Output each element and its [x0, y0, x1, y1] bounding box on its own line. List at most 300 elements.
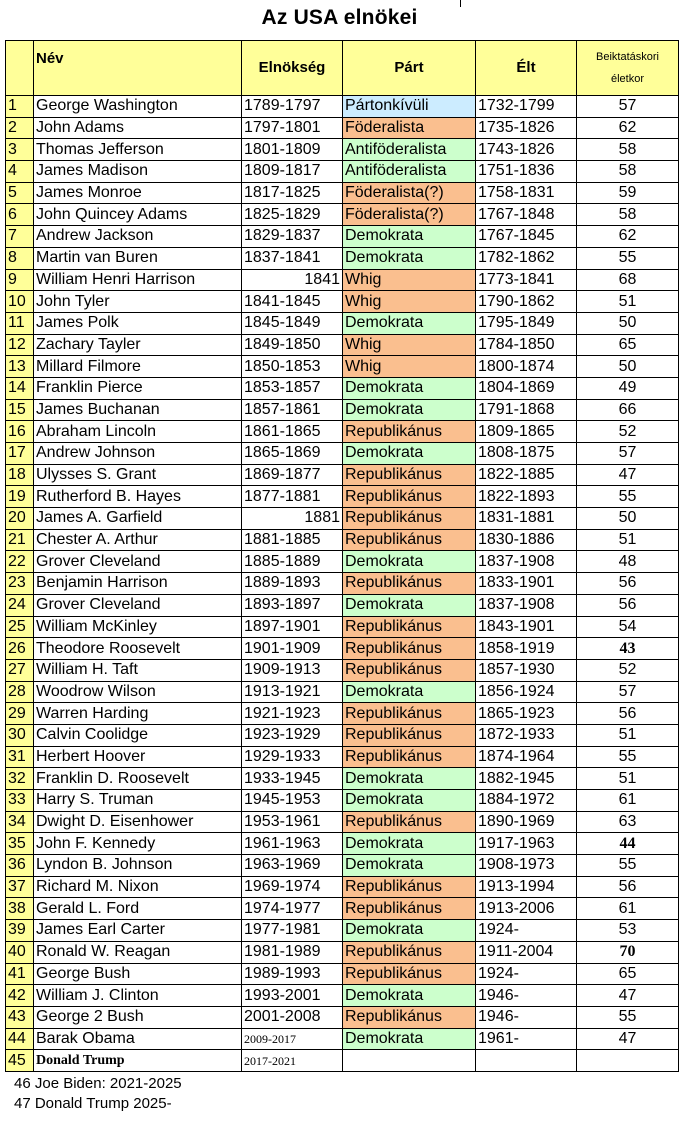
lifespan: 1924-	[476, 963, 577, 985]
inauguration-age: 51	[577, 291, 679, 313]
row-number: 45	[6, 1050, 34, 1072]
row-number: 22	[6, 551, 34, 573]
row-number: 33	[6, 790, 34, 812]
party: Whig	[343, 356, 476, 378]
inauguration-age: 48	[577, 551, 679, 573]
term-years: 1841-1845	[242, 291, 343, 313]
table-row	[6, 161, 679, 183]
inauguration-age: 47	[577, 464, 679, 486]
party: Demokrata	[343, 833, 476, 855]
lifespan: 1856-1924	[476, 681, 577, 703]
row-number: 29	[6, 703, 34, 725]
party: Republikánus	[343, 486, 476, 508]
term-years: 1817-1825	[242, 182, 343, 204]
inauguration-age: 47	[577, 985, 679, 1007]
lifespan: 1908-1973	[476, 855, 577, 877]
term-years: 1933-1945	[242, 768, 343, 790]
row-number: 40	[6, 941, 34, 963]
party: Republikánus	[343, 703, 476, 725]
inauguration-age: 56	[577, 573, 679, 595]
row-number: 39	[6, 920, 34, 942]
inauguration-age: 61	[577, 898, 679, 920]
row-number: 32	[6, 768, 34, 790]
term-years: 2017-2021	[242, 1050, 343, 1072]
table-row	[6, 1028, 679, 1050]
president-name: Warren Harding	[34, 703, 242, 725]
row-number: 6	[6, 204, 34, 226]
table-row	[6, 486, 679, 508]
lifespan: 1872-1933	[476, 724, 577, 746]
row-number: 18	[6, 464, 34, 486]
lifespan: 1804-1869	[476, 377, 577, 399]
party: Föderalista(?)	[343, 204, 476, 226]
table-row	[6, 876, 679, 898]
president-name: James Madison	[34, 161, 242, 183]
inauguration-age: 58	[577, 139, 679, 161]
inauguration-age: 58	[577, 204, 679, 226]
party: Republikánus	[343, 573, 476, 595]
row-number: 7	[6, 226, 34, 248]
president-name: Chester A. Arthur	[34, 529, 242, 551]
inauguration-age: 61	[577, 790, 679, 812]
term-years: 1963-1969	[242, 855, 343, 877]
term-years: 1921-1923	[242, 703, 343, 725]
lifespan: 1917-1963	[476, 833, 577, 855]
inauguration-age: 56	[577, 876, 679, 898]
row-number: 21	[6, 529, 34, 551]
party: Pártonkívüli	[343, 96, 476, 118]
party: Demokrata	[343, 681, 476, 703]
inauguration-age: 56	[577, 594, 679, 616]
inauguration-age: 54	[577, 616, 679, 638]
table-row	[6, 312, 679, 334]
lifespan: 1890-1969	[476, 811, 577, 833]
table-row	[6, 117, 679, 139]
party: Demokrata	[343, 312, 476, 334]
lifespan: 1735-1826	[476, 117, 577, 139]
inauguration-age: 44	[577, 833, 679, 855]
term-years: 1969-1974	[242, 876, 343, 898]
table-row	[6, 724, 679, 746]
party: Republikánus	[343, 508, 476, 530]
row-number: 34	[6, 811, 34, 833]
party: Republikánus	[343, 529, 476, 551]
president-name: Thomas Jefferson	[34, 139, 242, 161]
lifespan: 1913-2006	[476, 898, 577, 920]
party: Republikánus	[343, 963, 476, 985]
lifespan: 1800-1874	[476, 356, 577, 378]
row-number: 4	[6, 161, 34, 183]
term-years: 1849-1850	[242, 334, 343, 356]
table-row	[6, 746, 679, 768]
president-name: John Adams	[34, 117, 242, 139]
lifespan: 1858-1919	[476, 638, 577, 660]
header-term: Elnökség	[242, 41, 343, 96]
table-row	[6, 96, 679, 118]
party: Republikánus	[343, 421, 476, 443]
lifespan	[476, 1050, 577, 1072]
party: Demokrata	[343, 790, 476, 812]
lifespan: 1837-1908	[476, 551, 577, 573]
term-years: 1853-1857	[242, 377, 343, 399]
party: Republikánus	[343, 464, 476, 486]
party: Whig	[343, 269, 476, 291]
term-years: 1829-1837	[242, 226, 343, 248]
row-number: 8	[6, 247, 34, 269]
inauguration-age: 55	[577, 486, 679, 508]
inauguration-age: 57	[577, 96, 679, 118]
party: Republikánus	[343, 898, 476, 920]
table-row	[6, 377, 679, 399]
party: Republikánus	[343, 811, 476, 833]
term-years: 1889-1893	[242, 573, 343, 595]
row-number: 30	[6, 724, 34, 746]
president-name: Millard Filmore	[34, 356, 242, 378]
inauguration-age: 59	[577, 182, 679, 204]
president-name: James Buchanan	[34, 399, 242, 421]
president-name: Barak Obama	[34, 1028, 242, 1050]
president-name: William H. Taft	[34, 659, 242, 681]
page-title: Az USA elnökei	[261, 6, 418, 29]
table-row	[6, 182, 679, 204]
lifespan: 1961-	[476, 1028, 577, 1050]
party: Demokrata	[343, 551, 476, 573]
row-number: 42	[6, 985, 34, 1007]
lifespan: 1833-1901	[476, 573, 577, 595]
inauguration-age: 50	[577, 356, 679, 378]
lifespan: 1884-1972	[476, 790, 577, 812]
president-name: Franklin Pierce	[34, 377, 242, 399]
party: Demokrata	[343, 920, 476, 942]
row-number: 24	[6, 594, 34, 616]
row-number: 9	[6, 269, 34, 291]
president-name: Grover Cleveland	[34, 594, 242, 616]
president-name: Grover Cleveland	[34, 551, 242, 573]
table-row	[6, 334, 679, 356]
term-years: 1861-1865	[242, 421, 343, 443]
party: Demokrata	[343, 1028, 476, 1050]
table-row	[6, 855, 679, 877]
header-num	[6, 41, 34, 96]
party: Demokrata	[343, 855, 476, 877]
row-number: 27	[6, 659, 34, 681]
row-number: 17	[6, 443, 34, 465]
lifespan: 1911-2004	[476, 941, 577, 963]
party: Föderalista(?)	[343, 182, 476, 204]
president-name: John Tyler	[34, 291, 242, 313]
inauguration-age: 65	[577, 334, 679, 356]
term-years: 1789-1797	[242, 96, 343, 118]
table-header-row	[6, 41, 679, 96]
party	[343, 1050, 476, 1072]
inauguration-age: 62	[577, 117, 679, 139]
term-years: 1885-1889	[242, 551, 343, 573]
term-years: 2001-2008	[242, 1006, 343, 1028]
lifespan: 1946-	[476, 1006, 577, 1028]
inauguration-age: 57	[577, 681, 679, 703]
inauguration-age: 52	[577, 659, 679, 681]
president-name: James Polk	[34, 312, 242, 334]
lifespan: 1767-1848	[476, 204, 577, 226]
term-years: 1837-1841	[242, 247, 343, 269]
inauguration-age: 47	[577, 1028, 679, 1050]
row-number: 15	[6, 399, 34, 421]
president-name: John Quincey Adams	[34, 204, 242, 226]
party: Antiföderalista	[343, 139, 476, 161]
table-row	[6, 681, 679, 703]
lifespan: 1784-1850	[476, 334, 577, 356]
table-row	[6, 226, 679, 248]
term-years: 1869-1877	[242, 464, 343, 486]
table-row	[6, 529, 679, 551]
president-name: Rutherford B. Hayes	[34, 486, 242, 508]
inauguration-age	[577, 1050, 679, 1072]
term-years: 1909-1913	[242, 659, 343, 681]
lifespan: 1751-1836	[476, 161, 577, 183]
row-number: 26	[6, 638, 34, 660]
lifespan: 1865-1923	[476, 703, 577, 725]
president-name: Donald Trump	[34, 1050, 242, 1072]
row-number: 1	[6, 96, 34, 118]
header-party: Párt	[343, 41, 476, 96]
party: Demokrata	[343, 594, 476, 616]
table-row	[6, 659, 679, 681]
row-number: 43	[6, 1006, 34, 1028]
inauguration-age: 66	[577, 399, 679, 421]
row-number: 10	[6, 291, 34, 313]
table-row	[6, 204, 679, 226]
term-years: 1825-1829	[242, 204, 343, 226]
header-age-line2: életkor	[610, 73, 645, 85]
row-number: 3	[6, 139, 34, 161]
term-years: 1989-1993	[242, 963, 343, 985]
president-name: Andrew Johnson	[34, 443, 242, 465]
president-name: Theodore Roosevelt	[34, 638, 242, 660]
president-name: Zachary Tayler	[34, 334, 242, 356]
table-row	[6, 443, 679, 465]
party: Föderalista	[343, 117, 476, 139]
row-number: 36	[6, 855, 34, 877]
term-years: 1809-1817	[242, 161, 343, 183]
term-years: 1929-1933	[242, 746, 343, 768]
table-row	[6, 941, 679, 963]
table-row	[6, 616, 679, 638]
party: Republikánus	[343, 1006, 476, 1028]
table-row	[6, 1006, 679, 1028]
inauguration-age: 55	[577, 1006, 679, 1028]
term-years: 1974-1977	[242, 898, 343, 920]
row-number: 12	[6, 334, 34, 356]
row-number: 35	[6, 833, 34, 855]
row-number: 31	[6, 746, 34, 768]
party: Republikánus	[343, 638, 476, 660]
lifespan: 1837-1908	[476, 594, 577, 616]
party: Republikánus	[343, 724, 476, 746]
term-years: 1797-1801	[242, 117, 343, 139]
table-row	[6, 703, 679, 725]
table-row	[6, 811, 679, 833]
president-name: William McKinley	[34, 616, 242, 638]
president-name: Ronald W. Reagan	[34, 941, 242, 963]
row-number: 14	[6, 377, 34, 399]
president-name: James A. Garfield	[34, 508, 242, 530]
lifespan: 1822-1893	[476, 486, 577, 508]
inauguration-age: 63	[577, 811, 679, 833]
table-row	[6, 898, 679, 920]
president-name: Dwight D. Eisenhower	[34, 811, 242, 833]
header-age	[577, 41, 679, 96]
lifespan: 1913-1994	[476, 876, 577, 898]
inauguration-age: 65	[577, 963, 679, 985]
inauguration-age: 51	[577, 768, 679, 790]
inauguration-age: 53	[577, 920, 679, 942]
inauguration-age: 55	[577, 855, 679, 877]
party: Whig	[343, 291, 476, 313]
table-row	[6, 790, 679, 812]
party: Demokrata	[343, 377, 476, 399]
row-number: 20	[6, 508, 34, 530]
row-number: 13	[6, 356, 34, 378]
table-row	[6, 421, 679, 443]
term-years: 1923-1929	[242, 724, 343, 746]
inauguration-age: 49	[577, 377, 679, 399]
inauguration-age: 43	[577, 638, 679, 660]
lifespan: 1732-1799	[476, 96, 577, 118]
inauguration-age: 62	[577, 226, 679, 248]
lifespan: 1790-1862	[476, 291, 577, 313]
party: Whig	[343, 334, 476, 356]
inauguration-age: 56	[577, 703, 679, 725]
table-row	[6, 291, 679, 313]
president-name: Woodrow Wilson	[34, 681, 242, 703]
row-number: 16	[6, 421, 34, 443]
lifespan: 1946-	[476, 985, 577, 1007]
term-years: 1897-1901	[242, 616, 343, 638]
term-years: 1881	[242, 508, 343, 530]
lifespan: 1882-1945	[476, 768, 577, 790]
header-lived: Élt	[476, 41, 577, 96]
president-name: James Earl Carter	[34, 920, 242, 942]
lifespan: 1782-1862	[476, 247, 577, 269]
inauguration-age: 68	[577, 269, 679, 291]
lifespan: 1809-1865	[476, 421, 577, 443]
term-years: 1865-1869	[242, 443, 343, 465]
president-name: Benjamin Harrison	[34, 573, 242, 595]
term-years: 1893-1897	[242, 594, 343, 616]
lifespan: 1843-1901	[476, 616, 577, 638]
table-row	[6, 508, 679, 530]
inauguration-age: 70	[577, 941, 679, 963]
party: Demokrata	[343, 768, 476, 790]
row-number: 5	[6, 182, 34, 204]
president-name: George Bush	[34, 963, 242, 985]
inauguration-age: 58	[577, 161, 679, 183]
row-number: 28	[6, 681, 34, 703]
table-row	[6, 551, 679, 573]
table-row	[6, 768, 679, 790]
inauguration-age: 50	[577, 312, 679, 334]
term-years: 1857-1861	[242, 399, 343, 421]
term-years: 1877-1881	[242, 486, 343, 508]
president-name: Abraham Lincoln	[34, 421, 242, 443]
president-name: Calvin Coolidge	[34, 724, 242, 746]
lifespan: 1830-1886	[476, 529, 577, 551]
inauguration-age: 50	[577, 508, 679, 530]
row-number: 23	[6, 573, 34, 595]
table-row	[6, 269, 679, 291]
president-name: William Henri Harrison	[34, 269, 242, 291]
table-row	[6, 399, 679, 421]
row-number: 41	[6, 963, 34, 985]
party: Demokrata	[343, 985, 476, 1007]
table-row	[6, 139, 679, 161]
president-name: Herbert Hoover	[34, 746, 242, 768]
table-row	[6, 247, 679, 269]
lifespan: 1874-1964	[476, 746, 577, 768]
party: Republikánus	[343, 876, 476, 898]
president-name: Richard M. Nixon	[34, 876, 242, 898]
term-years: 1881-1885	[242, 529, 343, 551]
lifespan: 1773-1841	[476, 269, 577, 291]
lifespan: 1831-1881	[476, 508, 577, 530]
party: Republikánus	[343, 616, 476, 638]
inauguration-age: 55	[577, 746, 679, 768]
footer-line: 46 Joe Biden: 2021-2025	[14, 1075, 182, 1092]
president-name: Gerald L. Ford	[34, 898, 242, 920]
term-years: 1977-1981	[242, 920, 343, 942]
table-row	[6, 573, 679, 595]
party: Republikánus	[343, 659, 476, 681]
row-number: 25	[6, 616, 34, 638]
president-name: James Monroe	[34, 182, 242, 204]
president-name: Ulysses S. Grant	[34, 464, 242, 486]
president-name: Lyndon B. Johnson	[34, 855, 242, 877]
term-years: 1961-1963	[242, 833, 343, 855]
footer-line: 47 Donald Trump 2025-	[14, 1095, 172, 1112]
party: Demokrata	[343, 443, 476, 465]
table-row	[6, 963, 679, 985]
term-years: 1981-1989	[242, 941, 343, 963]
term-years: 1850-1853	[242, 356, 343, 378]
president-name: Franklin D. Roosevelt	[34, 768, 242, 790]
row-number: 19	[6, 486, 34, 508]
inauguration-age: 52	[577, 421, 679, 443]
inauguration-age: 57	[577, 443, 679, 465]
table-row	[6, 920, 679, 942]
header-name: Név	[34, 41, 242, 96]
lifespan: 1758-1831	[476, 182, 577, 204]
table-row	[6, 356, 679, 378]
term-years: 2009-2017	[242, 1028, 343, 1050]
term-years: 1913-1921	[242, 681, 343, 703]
president-name: William J. Clinton	[34, 985, 242, 1007]
lifespan: 1924-	[476, 920, 577, 942]
row-number: 11	[6, 312, 34, 334]
party: Demokrata	[343, 247, 476, 269]
lifespan: 1857-1930	[476, 659, 577, 681]
president-name: George Washington	[34, 96, 242, 118]
table-row	[6, 464, 679, 486]
table-body	[6, 96, 679, 1072]
presidents-table	[5, 40, 679, 1072]
table-row	[6, 638, 679, 660]
lifespan: 1767-1845	[476, 226, 577, 248]
row-number: 44	[6, 1028, 34, 1050]
president-name: John F. Kennedy	[34, 833, 242, 855]
lifespan: 1743-1826	[476, 139, 577, 161]
term-years: 1841	[242, 269, 343, 291]
row-number: 37	[6, 876, 34, 898]
